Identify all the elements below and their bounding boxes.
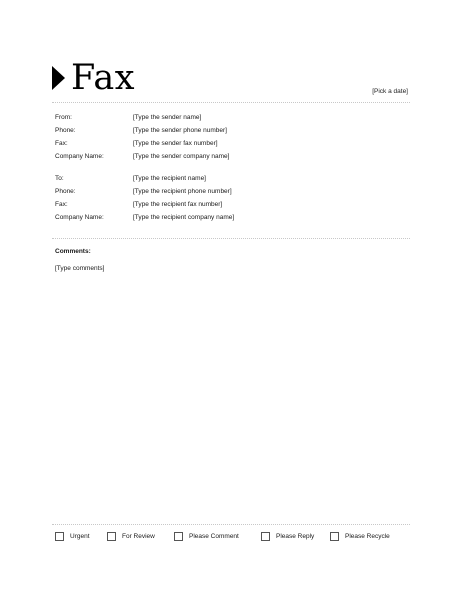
urgent-checkbox[interactable] bbox=[55, 532, 64, 541]
triangle-right-icon bbox=[52, 66, 65, 90]
fax-header bbox=[52, 58, 135, 98]
recipient-name-field[interactable]: [Type the recipient name] bbox=[133, 175, 206, 182]
for-review-checkbox[interactable] bbox=[107, 532, 116, 541]
sender-fields bbox=[55, 111, 415, 163]
recipient-name-row bbox=[55, 172, 415, 185]
urgent-option[interactable] bbox=[55, 532, 107, 541]
sender-company-row bbox=[55, 150, 415, 163]
please-comment-checkbox[interactable] bbox=[174, 532, 183, 541]
recipient-company-field[interactable]: [Type the recipient company name] bbox=[133, 214, 235, 221]
recipient-fax-field[interactable]: [Type the recipient fax number] bbox=[133, 201, 223, 208]
please-reply-option[interactable] bbox=[261, 532, 330, 541]
field-label: Phone: bbox=[55, 188, 76, 195]
recipient-phone-row bbox=[55, 185, 415, 198]
field-label: From: bbox=[55, 114, 72, 121]
comments-label: Comments: bbox=[55, 248, 91, 255]
field-label: Fax: bbox=[55, 201, 68, 208]
footer-divider bbox=[52, 524, 410, 525]
recipient-fax-row bbox=[55, 198, 415, 211]
please-recycle-option[interactable] bbox=[330, 532, 400, 541]
field-label: To: bbox=[55, 175, 64, 182]
header-divider bbox=[52, 102, 410, 103]
please-reply-checkbox[interactable] bbox=[261, 532, 270, 541]
field-label: Fax: bbox=[55, 140, 68, 147]
please-comment-option[interactable] bbox=[174, 532, 261, 541]
field-label: Company Name: bbox=[55, 153, 104, 160]
page-title: Fax bbox=[71, 58, 136, 98]
please-recycle-checkbox[interactable] bbox=[330, 532, 339, 541]
checkbox-row bbox=[55, 532, 400, 541]
for-review-option[interactable] bbox=[107, 532, 174, 541]
field-label: Phone: bbox=[55, 127, 76, 134]
checkbox-label: Urgent bbox=[70, 533, 90, 540]
sender-name-row bbox=[55, 111, 415, 124]
checkbox-label: For Review bbox=[122, 533, 155, 540]
sender-name-field[interactable]: [Type the sender name] bbox=[133, 114, 202, 121]
sender-phone-row bbox=[55, 124, 415, 137]
sender-phone-field[interactable]: [Type the sender phone number] bbox=[133, 127, 227, 134]
date-field[interactable]: [Pick a date] bbox=[372, 88, 408, 95]
checkbox-label: Please Recycle bbox=[345, 533, 390, 540]
recipient-company-row bbox=[55, 211, 415, 224]
sender-fax-field[interactable]: [Type the sender fax number] bbox=[133, 140, 218, 147]
recipient-fields bbox=[55, 172, 415, 224]
fields-divider bbox=[52, 238, 410, 239]
recipient-phone-field[interactable]: [Type the recipient phone number] bbox=[133, 188, 232, 195]
checkbox-label: Please Comment bbox=[189, 533, 239, 540]
sender-company-field[interactable]: [Type the sender company name] bbox=[133, 153, 230, 160]
comments-field[interactable]: [Type comments] bbox=[55, 265, 105, 272]
field-label: Company Name: bbox=[55, 214, 104, 221]
checkbox-label: Please Reply bbox=[276, 533, 315, 540]
sender-fax-row bbox=[55, 137, 415, 150]
